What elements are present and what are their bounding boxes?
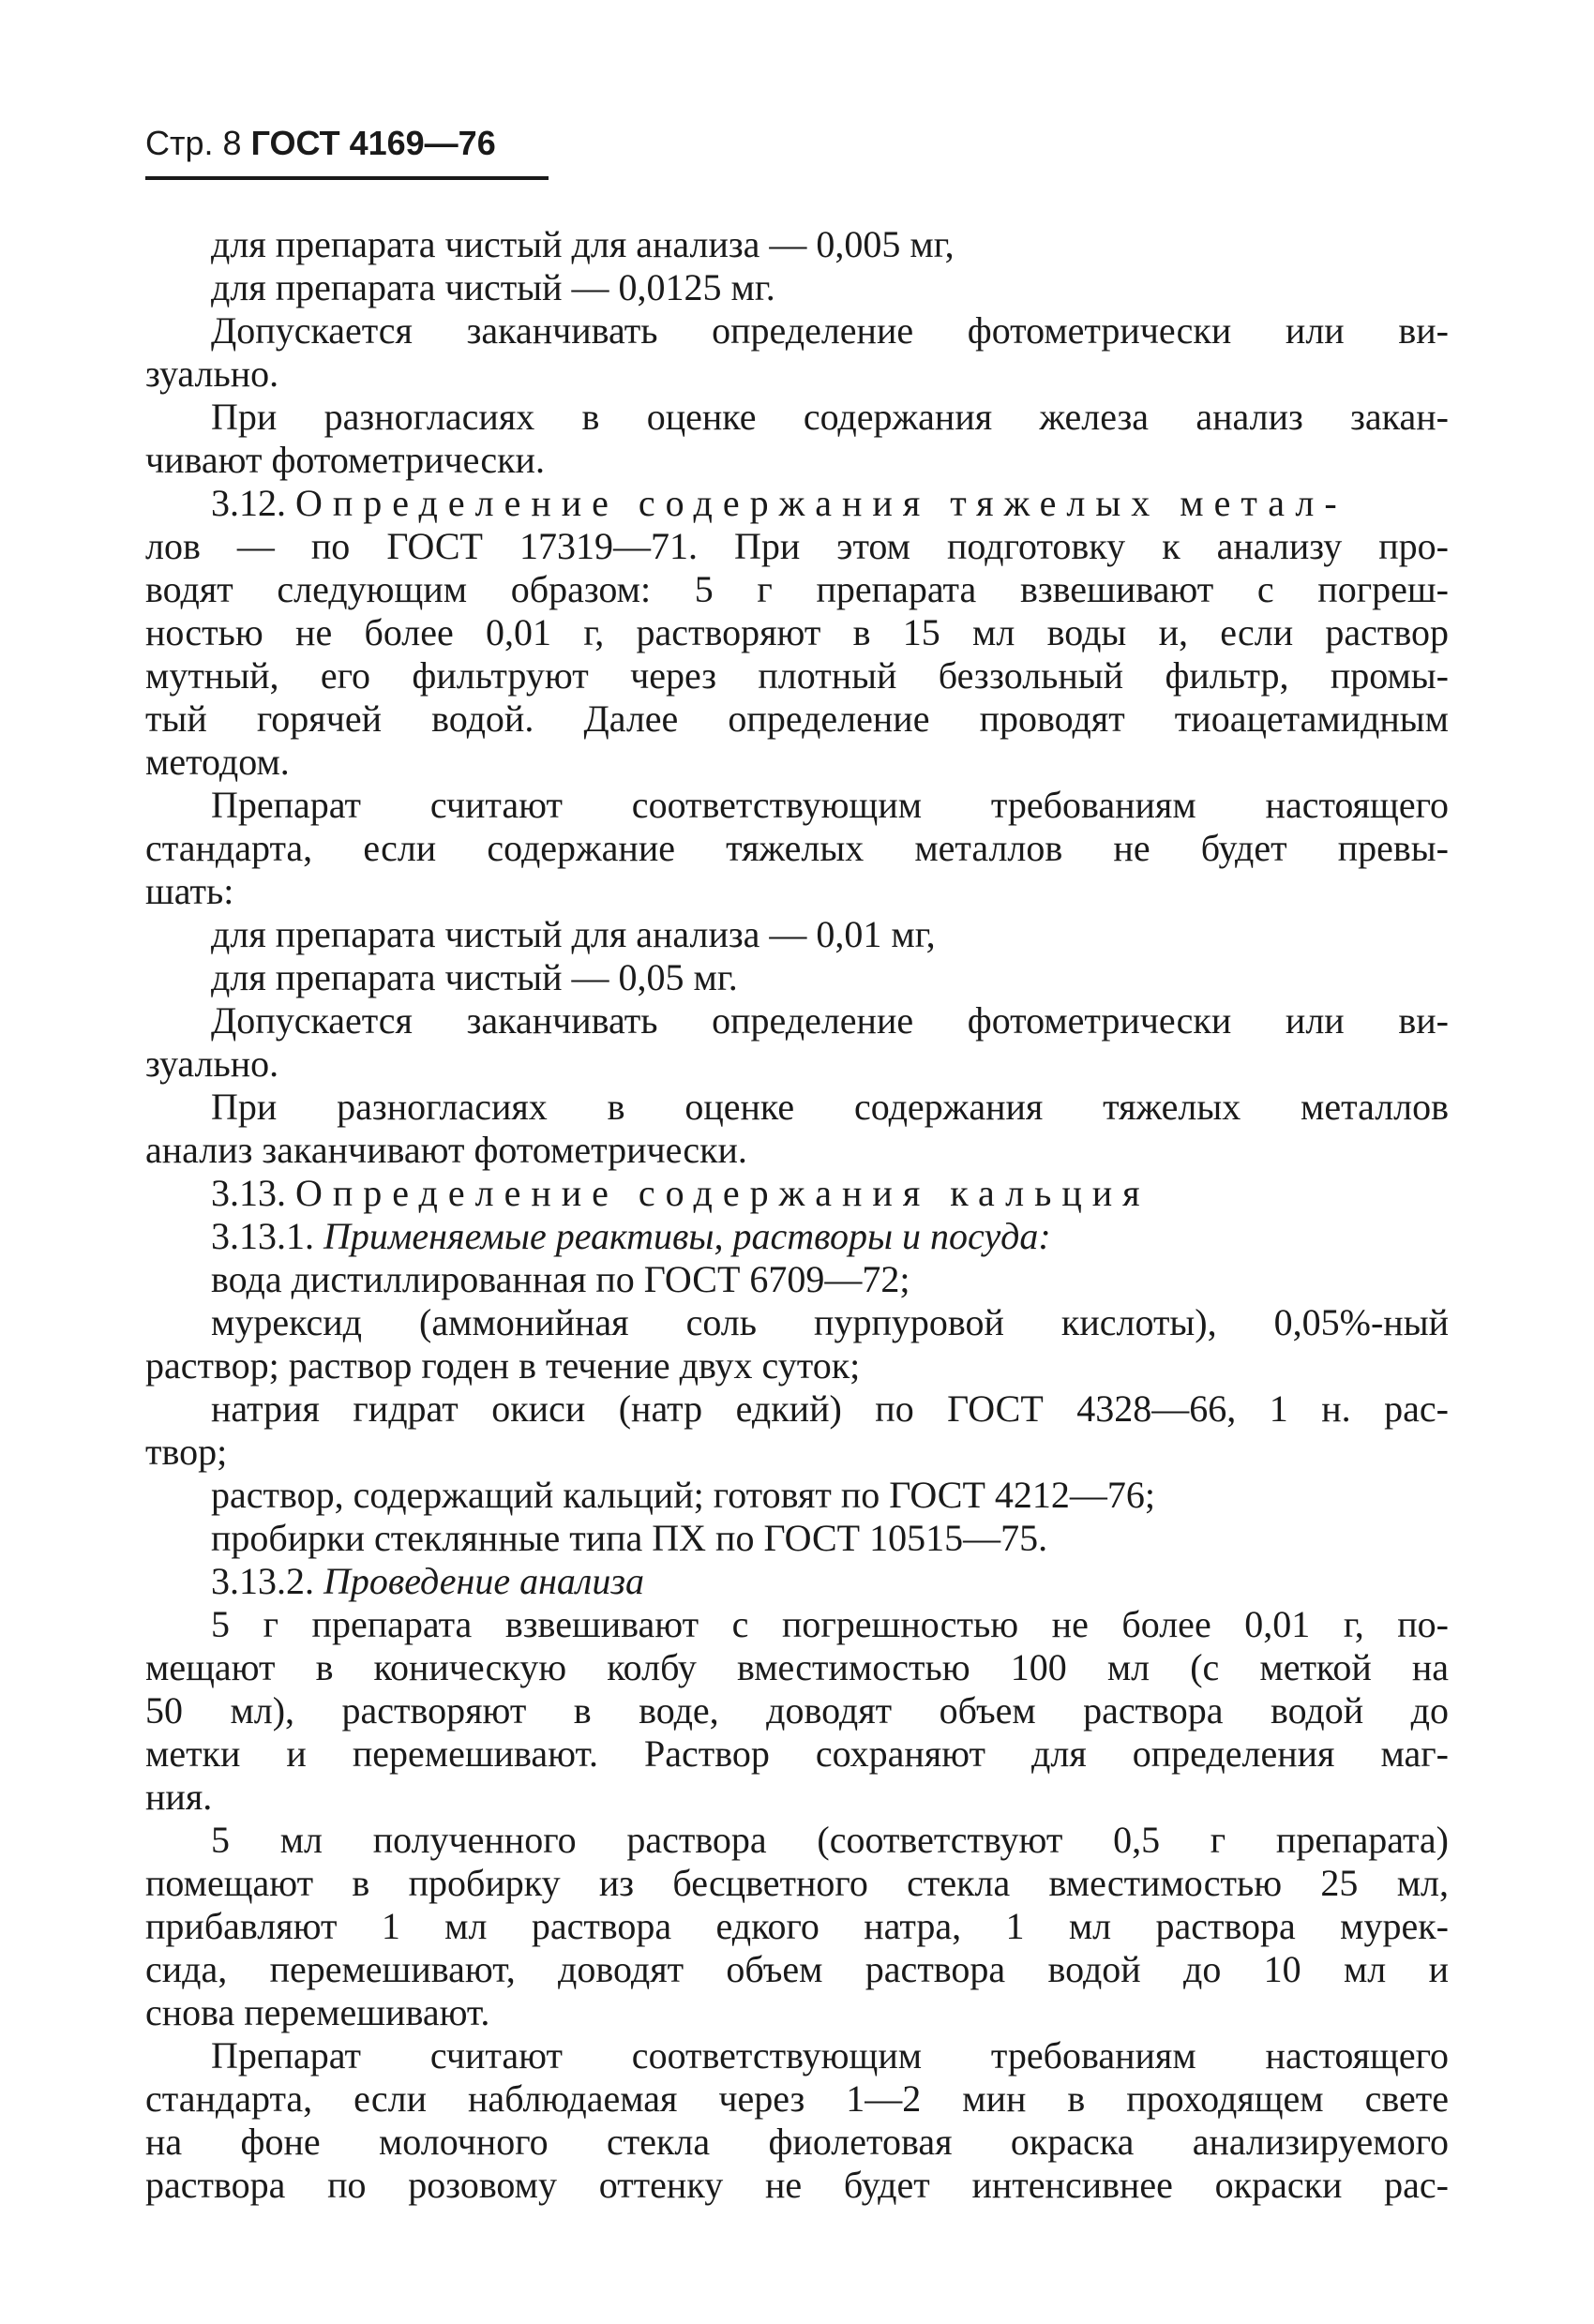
page-header [145, 120, 496, 167]
text-line: мутный, его фильтруют через плотный беззольный фильтр, промы- [145, 654, 1449, 697]
text-line: водят следующим образом: 5 г препарата взвешивают с погреш- [145, 568, 1449, 610]
section-heading-3-12 [145, 482, 1449, 525]
text-line: пробирки стеклянные типа ПХ по ГОСТ 10515—75. [211, 1517, 1048, 1559]
header-rule [145, 176, 549, 180]
text-line: 5 мл полученного раствора (соответствуют 0,5 г препарата) [211, 1819, 1449, 1861]
text-line: для препарата чистый — 0,05 мг. [211, 956, 738, 998]
text-line: При разногласиях в оценке содержания железа анализ закан- [211, 396, 1449, 438]
text-line: 50 мл), растворяют в воде, доводят объем раствора водой до [145, 1689, 1449, 1732]
section-number: 3.12. [211, 482, 286, 524]
subsection-heading-3-13-1 [145, 1215, 1449, 1258]
text-line: Допускается заканчивать определение фотометрически или ви- [211, 309, 1449, 352]
section-number: 3.13. [211, 1172, 286, 1214]
subsection-title: Проведение анализа [323, 1560, 644, 1602]
text-line: ностью не более 0,01 г, растворяют в 15 мл воды и, если раствор [145, 611, 1449, 653]
text-line: анализ заканчивают фотометрически. [145, 1129, 747, 1171]
text-line: твор; [145, 1431, 228, 1473]
text-line: на фоне молочного стекла фиолетовая окраска анализируемого [145, 2121, 1449, 2163]
subsection-title: Применяемые реактивы, растворы и посуда: [323, 1215, 1051, 1257]
text-line: 5 г препарата взвешивают с погрешностью не более 0,01 г, по- [211, 1603, 1449, 1645]
text-line: стандарта, если наблюдаемая через 1—2 мин в проходящем свете [145, 2077, 1449, 2120]
text-line: раствора по розовому оттенку не будет интенсивнее окраски рас- [145, 2164, 1449, 2206]
text-line: метки и перемешивают. Раствор сохраняют для определения маг- [145, 1732, 1449, 1775]
section-title: Определение содержания тяжелых метал- [295, 482, 1347, 524]
text-line: для препарата чистый для анализа — 0,01 мг, [211, 913, 936, 955]
text-line: лов — по ГОСТ 17319—71. При этом подготовку к анализу про- [145, 525, 1449, 567]
page-number: Стр. 8 [145, 124, 242, 162]
text-line: При разногласиях в оценке содержания тяжелых металлов [211, 1086, 1449, 1128]
text-line: стандарта, если содержание тяжелых металлов не будет превы- [145, 827, 1449, 869]
section-heading-3-13 [145, 1172, 1449, 1215]
text-line: вода дистиллированная по ГОСТ 6709—72; [211, 1258, 910, 1300]
document-body [145, 223, 1449, 2207]
text-line: шать: [145, 870, 234, 912]
text-line: методом. [145, 741, 290, 783]
text-line: натрия гидрат окиси (натр едкий) по ГОСТ 4328—66, 1 н. рас- [211, 1387, 1449, 1430]
text-line: прибавляют 1 мл раствора едкого натра, 1 мл раствора мурек- [145, 1905, 1449, 1947]
section-title: Определение содержания кальция [295, 1172, 1150, 1214]
text-line: для препарата чистый — 0,0125 мг. [211, 266, 775, 308]
text-line: раствор, содержащий кальций; готовят по ГОСТ 4212—76; [211, 1474, 1155, 1516]
text-line: мещают в коническую колбу вместимостью 100 мл (с меткой на [145, 1646, 1449, 1688]
subsection-number: 3.13.2. [211, 1560, 314, 1602]
text-line: чивают фотометрически. [145, 439, 545, 481]
text-line: зуально. [145, 1042, 279, 1085]
text-line: снова перемешивают. [145, 1991, 490, 2033]
text-line: Препарат считают соответствующим требованиям настоящего [211, 784, 1449, 826]
text-line: для препарата чистый для анализа — 0,005 мг, [211, 223, 955, 265]
subsection-heading-3-13-2 [145, 1560, 1449, 1603]
text-line: ния. [145, 1776, 213, 1818]
standard-code: ГОСТ 4169—76 [250, 124, 496, 162]
text-line: помещают в пробирку из бесцветного стекла вместимостью 25 мл, [145, 1862, 1449, 1904]
text-line: Допускается заканчивать определение фотометрически или ви- [211, 999, 1449, 1042]
text-line: зуально. [145, 352, 279, 395]
text-line: тый горячей водой. Далее определение проводят тиоацетамидным [145, 697, 1449, 740]
text-line: мурексид (аммонийная соль пурпуровой кислоты), 0,05%-ный [211, 1301, 1449, 1343]
text-line: раствор; раствор годен в течение двух суток; [145, 1344, 861, 1387]
subsection-number: 3.13.1. [211, 1215, 314, 1257]
text-line: сида, перемешивают, доводят объем раствора водой до 10 мл и [145, 1948, 1449, 1990]
text-line: Препарат считают соответствующим требованиям настоящего [211, 2034, 1449, 2077]
